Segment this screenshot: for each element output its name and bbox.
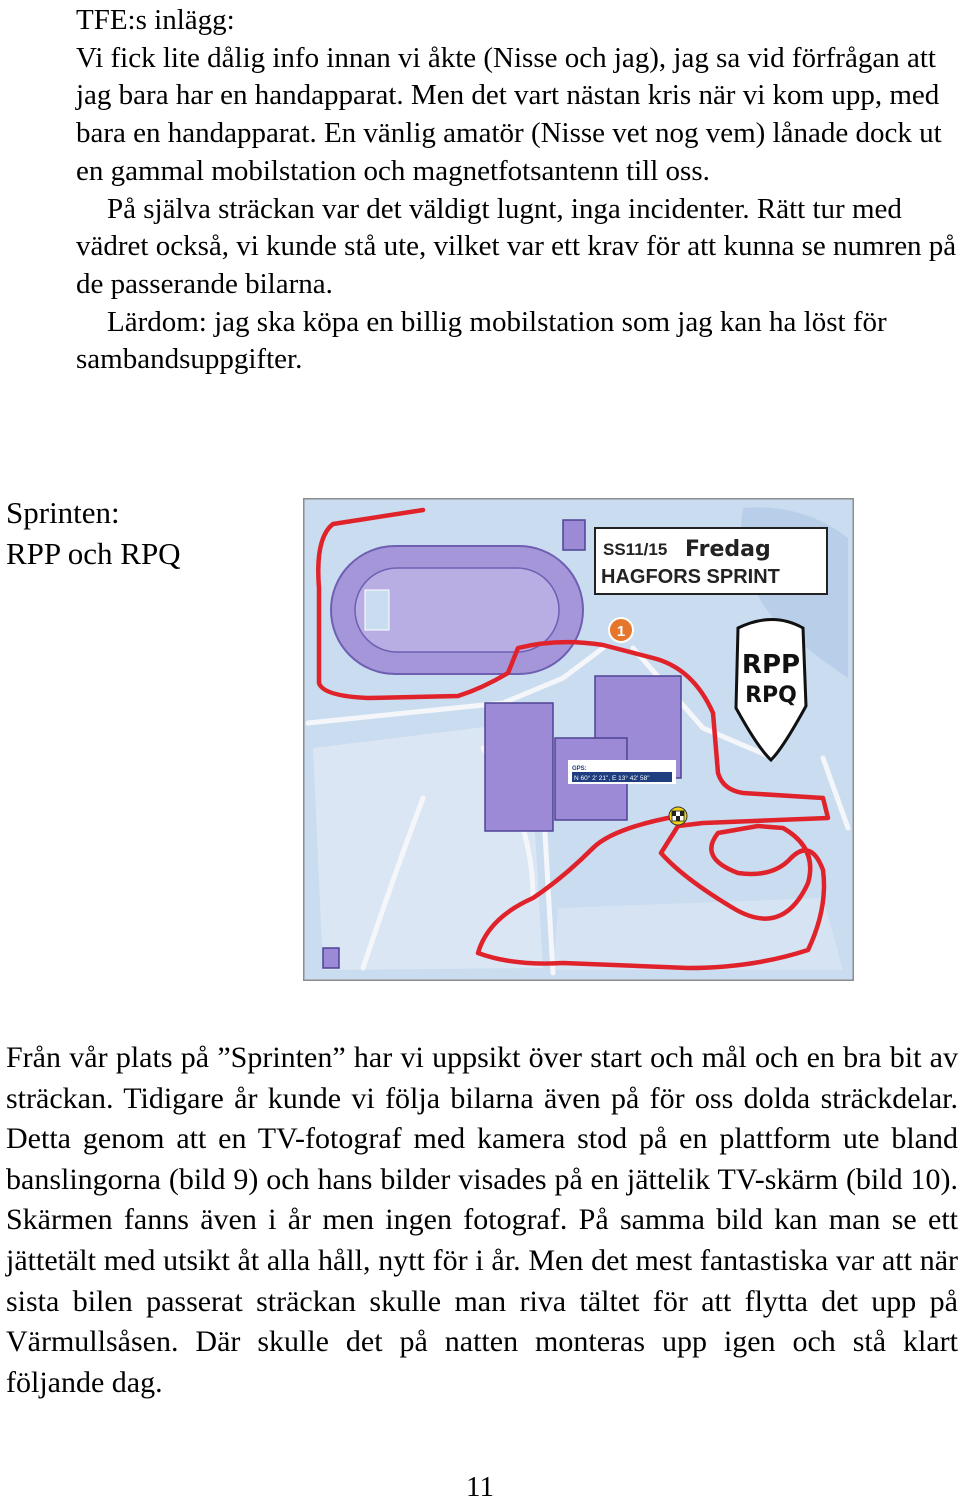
sprint-paragraph: Från vår plats på ”Sprinten” har vi uppsikt över start och mål och en bra bit av sträckan. Tidigare år kunde vi följa bilarna även på för oss dolda sträckdelar. Detta genom att en TV-fotograf med kamera stod på en plattform ute bland banslingorna (bild 9) och hans bilder visades på en jättelik TV-skärm (bild 10). Skärmen fanns även i år men ingen fotograf. På samma bild kan man se ett jättetält med utsikt åt alla håll, nytt för i år. Men det mest fantastiska var att när sista bilen passerat sträckan skulle man riva tältet för att flytta det upp på Värmullsåsen. Där skulle det på natten monteras upp igen och stå klart följande dag.: [6, 1041, 958, 1399]
tfe-heading: TFE:s inlägg:: [76, 4, 235, 36]
finish-flag-icon: [669, 807, 687, 825]
stage-banner: [595, 528, 827, 594]
tfe-section: [76, 2, 960, 379]
tfe-paragraph-1: Vi fick lite dålig info innan vi åkte (Nisse och jag), jag sa vid förfrågan att jag bara har en handapparat. Men det vart nästan kris när vi kom upp, med bara en handapparat. En vänlig amatör (Nisse vet nog vem) lånade dock ut en gammal mobilstation och magnetfotsantenn till oss.: [76, 41, 942, 187]
tfe-paragraph-2: På själva sträckan var det väldigt lugnt, inga incidenter. Rätt tur med vädret också, vi kunde stå ute, vilket var ett krav för att kunna se numren på de passerande bilarna.: [76, 192, 957, 300]
sprint-heading: Sprinten:: [6, 495, 120, 530]
page-number: 11: [466, 1471, 494, 1503]
tfe-paragraph-3: Lärdom: jag ska köpa en billig mobilstation som jag kan ha löst för sambandsuppgifter.: [76, 305, 887, 376]
sprint-subheading: RPP och RPQ: [6, 536, 181, 571]
control-label-1: RPP: [741, 650, 801, 680]
gps-label: GPS:: [572, 766, 587, 772]
stage-name: HAGFORS SPRINT: [601, 566, 780, 588]
map-athletics-track: [331, 546, 583, 674]
sprint-section: [6, 1038, 958, 1403]
control-label-2: RPQ: [745, 683, 797, 708]
stage-map: [303, 498, 854, 981]
marker-1-label: 1: [616, 623, 626, 640]
stage-code: SS11/15: [603, 540, 668, 559]
sprint-heading-block: [6, 492, 181, 574]
stage-day: Fredag: [685, 537, 771, 562]
gps-coords: N 60° 2' 21", E 13° 42' 58": [574, 775, 650, 782]
map-open-area: [553, 898, 843, 970]
